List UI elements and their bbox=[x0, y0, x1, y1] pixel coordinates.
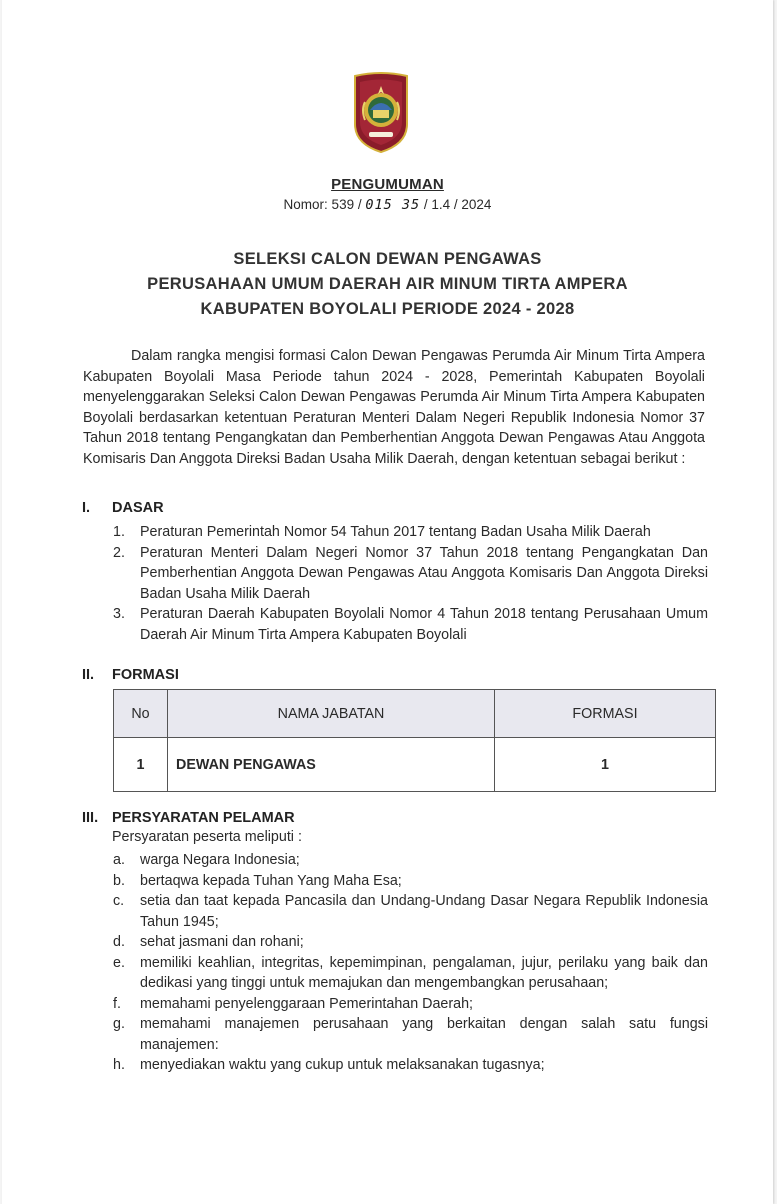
list-text: bertaqwa kepada Tuhan Yang Maha Esa; bbox=[140, 872, 402, 889]
list-marker: d. bbox=[113, 934, 125, 950]
table-row bbox=[114, 738, 716, 792]
list-text: sehat jasmani dan rohani; bbox=[140, 934, 304, 950]
nomor-suffix: / 1.4 / 2024 bbox=[420, 197, 492, 212]
list-text: Peraturan Pemerintah Nomor 54 Tahun 2017 tentang Badan Usaha Milik Daerah bbox=[140, 524, 651, 540]
list-text: Peraturan Daerah Kabupaten Boyolali Nomor 4 Tahun 2018 tentang Perusahaan Umum Daerah Air Minum Tirta Ampera Kabupaten Boyolali bbox=[140, 606, 708, 643]
cell-no: 1 bbox=[114, 738, 168, 792]
requirements-list bbox=[110, 850, 708, 1076]
announcement-title: PENGUMUMAN bbox=[331, 176, 444, 193]
title-line-2: PERUSAHAAN UMUM DAERAH AIR MINUM TIRTA AMPERA bbox=[147, 275, 628, 293]
section-number: III. bbox=[82, 810, 99, 826]
list-marker: 2. bbox=[113, 544, 125, 561]
cell-formasi: 1 bbox=[495, 738, 716, 792]
section-number: I. bbox=[82, 500, 91, 516]
list-marker: f. bbox=[113, 995, 121, 1012]
section-label: DASAR bbox=[112, 500, 164, 516]
title-line-3: KABUPATEN BOYOLALI PERIODE 2024 - 2028 bbox=[200, 300, 575, 318]
list-item bbox=[110, 871, 708, 892]
document-page bbox=[2, 0, 773, 1204]
requirements-intro: Persyaratan peserta meliputi : bbox=[112, 829, 302, 845]
list-marker: e. bbox=[113, 954, 125, 971]
list-item bbox=[110, 522, 708, 543]
nomor-label: Nomor: 539 / bbox=[283, 197, 366, 212]
list-text: memiliki keahlian, integritas, kepemimpinan, pengalaman, jujur, perilaku yang baik dan dedikasi yang tinggi untuk memajukan dan mengembangkan perusahaan; bbox=[140, 954, 708, 991]
list-item bbox=[110, 1014, 708, 1055]
list-marker: c. bbox=[113, 893, 125, 909]
intro-paragraph: Dalam rangka mengisi formasi Calon Dewan Pengawas Perumda Air Minum Tirta Ampera Kabupaten Boyolali Masa Periode tahun 2024 - 2028, Pemerintah Kabupaten Boyolali menyelenggarakan Seleksi Calon Dewan Pengawas Perumda Air Minum Tirta Ampera Kabupaten Boyolali berdasarkan ketentuan Peraturan Menteri Dalam Negeri Republik Indonesia Nomor 37 Tahun 2018 tentang Pengangkatan dan Pemberhentian Anggota Dewan Pengawas Atau Anggota Komisaris Dan Anggota Direksi Badan Usaha Milik Daerah, dengan ketentuan sebagai berikut : bbox=[83, 348, 705, 467]
cell-jabatan: DEWAN PENGAWAS bbox=[168, 738, 495, 792]
list-text: memahami penyelenggaraan Pemerintahan Daerah; bbox=[140, 995, 474, 1012]
list-item bbox=[110, 953, 708, 994]
list-text: warga Negara Indonesia; bbox=[140, 852, 300, 868]
document-number bbox=[2, 197, 773, 213]
list-item bbox=[110, 1055, 708, 1076]
list-text: setia dan taat kepada Pancasila dan Undang-Undang Dasar Negara Republik Indonesia Tahun 1945; bbox=[140, 893, 708, 930]
list-item bbox=[110, 543, 708, 605]
list-item bbox=[110, 604, 708, 645]
list-item bbox=[110, 850, 708, 871]
dasar-list bbox=[110, 522, 708, 645]
list-text: memahami manajemen perusahaan yang berkaitan dengan salah satu fungsi manajemen: bbox=[140, 1016, 708, 1053]
list-marker: b. bbox=[113, 872, 125, 889]
list-marker: 3. bbox=[113, 606, 125, 622]
list-text: menyediakan waktu yang cukup untuk melaksanakan tugasnya; bbox=[140, 1057, 545, 1073]
header-formasi: FORMASI bbox=[495, 690, 716, 738]
header-no: No bbox=[114, 690, 168, 738]
section-number: II. bbox=[82, 667, 95, 683]
title-line-1: SELEKSI CALON DEWAN PENGAWAS bbox=[233, 250, 542, 268]
list-item bbox=[110, 932, 708, 953]
list-marker: h. bbox=[113, 1057, 125, 1073]
list-item bbox=[110, 891, 708, 932]
nomor-handwritten: 015 35 bbox=[365, 197, 421, 213]
formasi-table bbox=[113, 689, 716, 792]
header-nama-jabatan: NAMA JABATAN bbox=[168, 690, 495, 738]
boyolali-crest-icon bbox=[351, 72, 411, 154]
list-marker: 1. bbox=[113, 524, 125, 540]
list-item bbox=[110, 994, 708, 1015]
list-marker: a. bbox=[113, 852, 125, 868]
section-label: PERSYARATAN PELAMAR bbox=[112, 810, 295, 826]
list-text: Peraturan Menteri Dalam Negeri Nomor 37 Tahun 2018 tentang Pengangkatan Dan Pemberhentian Anggota Dewan Pengawas Atau Anggota Komisaris Dan Anggota Direksi Badan Usaha Milik Daerah bbox=[140, 544, 708, 602]
table-header-row bbox=[114, 690, 716, 738]
section-label: FORMASI bbox=[112, 667, 179, 683]
list-marker: g. bbox=[113, 1016, 125, 1032]
